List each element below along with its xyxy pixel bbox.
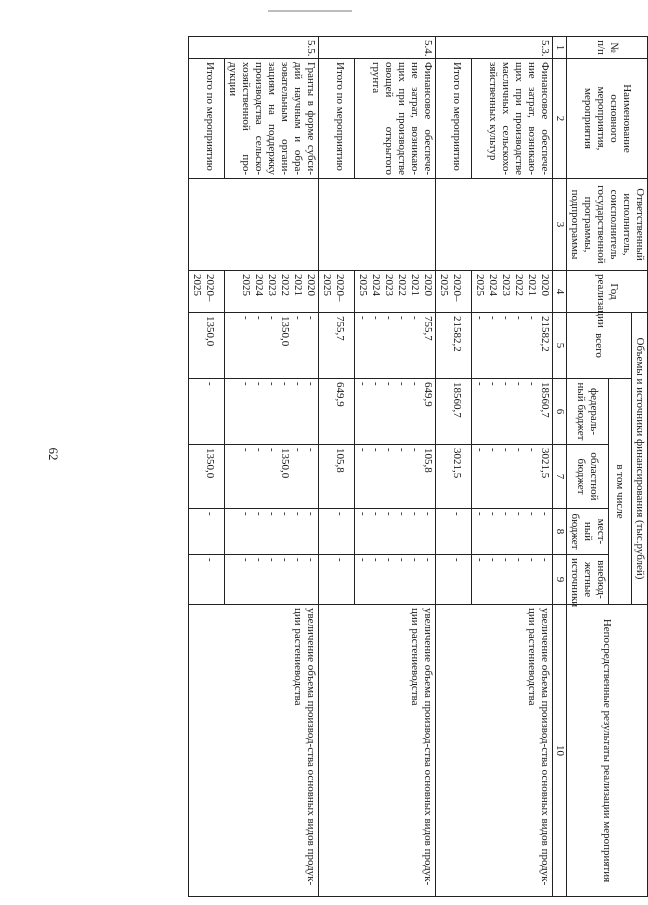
row-federal: 18560,7 - - - - -: [472, 379, 553, 445]
row-name: Финансовое обеспече-ние затрат, возникаю-щих при производстве овощей открытого грунта: [355, 59, 436, 179]
row-executor: [189, 179, 319, 271]
row-extrabudget: - - - - - -: [225, 555, 319, 605]
col-num-4: 4: [553, 271, 567, 313]
total-regional: 3021,5: [436, 445, 472, 509]
table-row: [472, 37, 553, 897]
header-extrabudget: внебюд-жетные источники: [567, 555, 609, 605]
total-years: 2020–2025: [436, 271, 472, 313]
total-federal: 649,9: [319, 379, 355, 445]
row-result: увеличение объема производ-ства основных видов продук-ции растениеводства: [189, 605, 319, 897]
col-num-10: 10: [553, 605, 567, 897]
header-results: Непосредственные результаты реализации мероприятия: [567, 605, 648, 897]
total-label: Итого по мероприятию: [189, 59, 225, 179]
total-extrabudget: -: [436, 555, 472, 605]
row-name: Финансовое обеспече-ние затрат, возникаю-щих при производстве масличных сельскохо-зяйственных культур: [472, 59, 553, 179]
header-number: № п/п: [567, 37, 648, 59]
financing-table: [188, 36, 648, 897]
row-local: - - - - - -: [472, 509, 553, 555]
rotated-table-container: [92, 36, 648, 896]
total-sum: 21582,2: [436, 313, 472, 379]
table-row: [225, 37, 319, 897]
row-total: 21582,2 - - - - -: [472, 313, 553, 379]
col-num-1: 1: [553, 37, 567, 59]
total-regional: 1350,0: [189, 445, 225, 509]
row-result: увеличение объема производ-ства основных видов продук-ции растениеводства: [436, 605, 553, 897]
col-num-3: 3: [553, 179, 567, 271]
header-name: Наименование основного мероприятия, мероприятия: [567, 59, 648, 179]
header-including: в том числе: [609, 379, 632, 605]
total-local: -: [319, 509, 355, 555]
total-extrabudget: -: [189, 555, 225, 605]
total-local: -: [189, 509, 225, 555]
table-row: [355, 37, 436, 897]
row-total: 755,7 - - - - -: [355, 313, 436, 379]
row-federal: - - - - - -: [225, 379, 319, 445]
row-regional: 3021,5 - - - - -: [472, 445, 553, 509]
col-num-2: 2: [553, 59, 567, 179]
header-total: всего: [567, 313, 632, 379]
row-result: увеличение объема производ-ства основных видов продук-ции растениеводства: [319, 605, 436, 897]
col-num-9: 9: [553, 555, 567, 605]
header-financing: Объемы и источники финансирования (тыс.рублей): [632, 313, 648, 605]
row-executor: [436, 179, 553, 271]
total-years: 2020–2025: [189, 271, 225, 313]
row-federal: 649,9 - - - - -: [355, 379, 436, 445]
row-years: 2020 2021 2022 2023 2024 2025: [225, 271, 319, 313]
total-federal: 18560,7: [436, 379, 472, 445]
page-number: 62: [46, 447, 61, 461]
row-id: 5.3.: [436, 37, 553, 59]
row-id: 5.4.: [319, 37, 436, 59]
row-regional: - - 1350,0 - - -: [225, 445, 319, 509]
row-extrabudget: - - - - - -: [355, 555, 436, 605]
total-local: -: [436, 509, 472, 555]
total-years: 2020–2025: [319, 271, 355, 313]
row-regional: 105,8 - - - - -: [355, 445, 436, 509]
row-years: 2020 2021 2022 2023 2024 2025: [472, 271, 553, 313]
total-federal: -: [189, 379, 225, 445]
header-local: мест-ный бюджет: [567, 509, 609, 555]
row-total: - - 1350,0 - - -: [225, 313, 319, 379]
total-label: Итого по мероприятию: [319, 59, 355, 179]
col-num-8: 8: [553, 509, 567, 555]
total-extrabudget: -: [319, 555, 355, 605]
row-years: 2020 2021 2022 2023 2024 2025: [355, 271, 436, 313]
col-num-5: 5: [553, 313, 567, 379]
row-local: - - - - - -: [225, 509, 319, 555]
row-id: 5.5.: [189, 37, 319, 59]
col-num-7: 7: [553, 445, 567, 509]
header-federal: федераль-ный бюджет: [567, 379, 609, 445]
total-sum: 755,7: [319, 313, 355, 379]
header-year: Год реализации: [567, 271, 648, 313]
row-extrabudget: - - - - - -: [472, 555, 553, 605]
total-sum: 1350,0: [189, 313, 225, 379]
total-regional: 105,8: [319, 445, 355, 509]
row-executor: [319, 179, 436, 271]
header-regional: областной бюджет: [567, 445, 609, 509]
row-local: - - - - - -: [355, 509, 436, 555]
header-executor: Ответственный исполнитель, соисполнитель государственной программы, подпрограммы: [567, 179, 648, 271]
total-label: Итого по мероприятию: [436, 59, 472, 179]
page-top-mark: [268, 10, 352, 12]
col-num-6: 6: [553, 379, 567, 445]
row-name: Гранты в форме субси-дий научным и обра-зовательным органи-зациям на поддержку производства сельско-хозяйственной про-дукции: [225, 59, 319, 179]
